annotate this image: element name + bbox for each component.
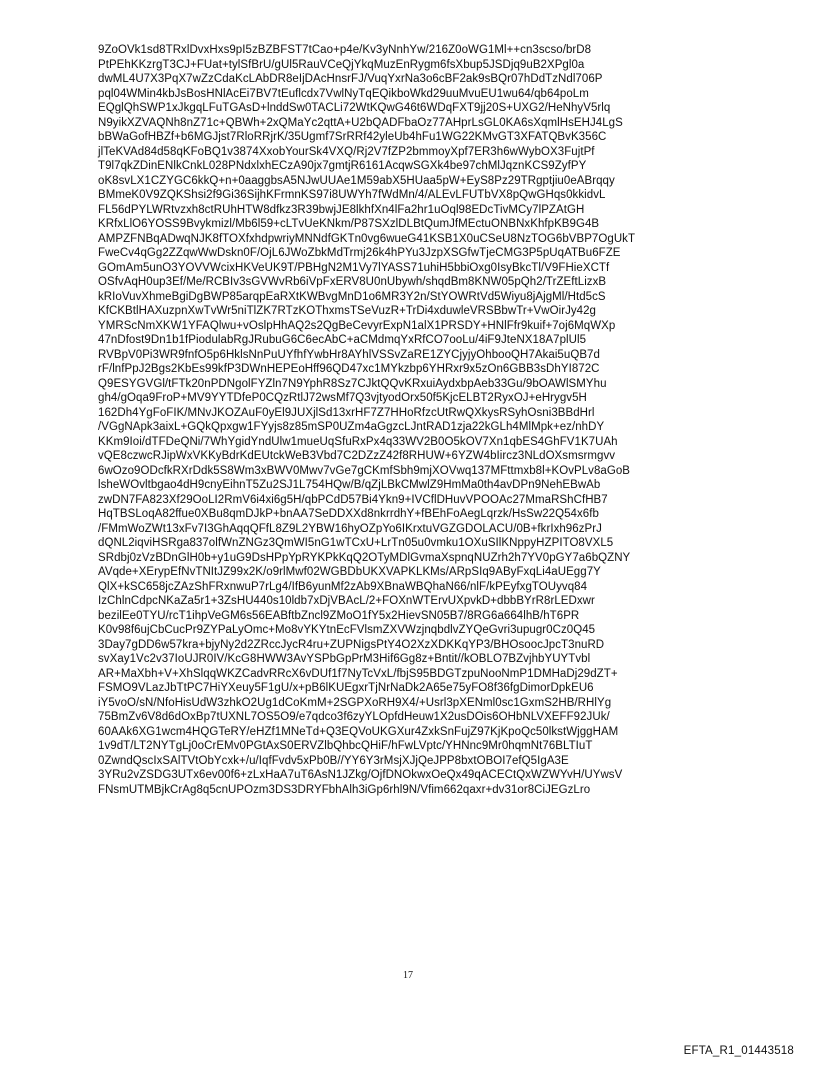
encoded-text-line: pql04WMin4kbJsBosHNlAcEi7BV7tEuflcdx7VwlNyTqEQikboWkd29uuMvuEU1wu64/qb64poLm <box>98 87 589 100</box>
encoded-text-line: rF/lnfPpJ2Bgs2KbEs99kfP3DWnHEPEoHff96QD47xc1MYkzbp6YHRxr9x5zOn6GBB3sDhYI872C <box>98 363 600 375</box>
encoded-text-line: FSMO9VLazJbTtPC7HiYXeuy5F1gU/x+pB6lKUEgxrTjNrNaDk2A65e75yFO8f36fgDimorDpkEU6 <box>98 682 594 694</box>
encoded-text-line: GOmAm5unO3YOVVWcixHKVeUK9T/PBHgN2M1Vy7lYASS71uhiH5bbiOxg0IsyBkcTl/V9FHieXCTf <box>98 261 610 274</box>
encoded-text-line: iY5voO/sN/NfoHisUdW3zhkO2Ug1dCoKmM+2SGPXoRH9X4/+Usrl3pXENml0sc1GxmS2HB/RHlYg <box>98 696 612 709</box>
encoded-text-line: HqTBSLoqA82ffue0XBu8qmDJkP+bnAA7SeDDXXd8nkrrdhY+fBEhFoAegLqrzk/HsSw22Q54x6fb <box>98 508 599 520</box>
encoded-text-line: gh4/gOqa9FroP+MV9YYTDfeP0CQzRtlJ72wsMf7Q3vjtyodOrx50f5KjcELBT2RyxOJ+eHrygv5H <box>98 392 587 404</box>
encoded-text-line: svXay1Vc2v37IoUJR0IV/KcG8HWW3AvYSPbGpPrM3Hif6Gg8z+Bntit//kOBLO7BZvjhbYUYTvbl <box>98 653 591 665</box>
encoded-text-line: bBWaGofHBZf+b6MGJjst7RloRRjrK/35Ugmf7SrRRf42yleUb4hFu1WG22KMvGT3XFATQBvK356C <box>98 131 607 143</box>
encoded-text-line: bezilEe0TYU/rcT1ihpVeGM6s56EABftbZncl9ZMoO1fY5x2HievSN05B7/8RG6a664lhB/hT6PR <box>98 609 580 622</box>
encoded-text-line: FL56dPYLWRtvzxh8ctRUhHTW8dfkz3R39bwjJE8lkhfXn4lFa2hr1uOql98EDcTivMCy7lPZAtGH <box>98 203 585 216</box>
encoded-text-line: PtPEhKKzrgT3CJ+FUat+tylSfBrU/gUl5RauVCeQjYkqMuzEnRygm6fsXbup5JSDjq9uB2XPgl0a <box>98 58 585 71</box>
encoded-text-line: EQglQhSWP1xJkgqLFuTGAsD+lnddSw0TACLi72WtKQwG46t6WDqFXT9jj20S+UXG2/HeNhyV5rlq <box>98 102 611 114</box>
encoded-text-line: kRIoVuvXhmeBgiDgBWP85arqpEaRXtKWBvgMnD1o6MR3Y2n/StYOWRtVd5Wiyu8jAjgMl/Htd5cS <box>98 290 606 303</box>
encoded-text-line: zwDN7FA823Xf29OoLI2RmV6i4xi6g5H/qbPCdD57Bi4Ykn9+IVCflDHuvVPOOAc27MmaRShCfHB7 <box>98 493 608 506</box>
document-id: EFTA_R1_01443518 <box>683 1045 794 1057</box>
encoded-text-line: 75BmZv6V8d6dOxBp7tUXNL7OS5O9/e7qdco3f6zyYLOpfdHeuw1X2usDOis6OHbNLVXEFF92JUk/ <box>98 711 610 723</box>
encoded-text-line: IzChlnCdpcNKaZa5r1+3ZsHU440s10ldb7xDjVBAcL/2+FOXnWTErvUXpvkD+dbbBYrR8rLEDxwr <box>98 595 595 607</box>
encoded-text-line: KRfxLlO6YOSS9Bvykmizl/Mb6l59+cLTvUeKNkm/P87SXzlDLBtQumJfMEctuONBNxKhfpKB9G4B <box>98 218 600 230</box>
encoded-text-line: dQNL2iqviHSRga837olfWnZNGz3QmWI5nG1wTCxU+LrTn05u0vmku1OXuSIlKNppyHZPITO8VXL5 <box>98 537 614 549</box>
encoded-text-line: 162Dh4YgFoFIK/MNvJKOZAuF0yEl9JUXjlSd13xrHF7Z7HHoRfzcUtRwQXkysRSyhOsni3BBdHrl <box>98 406 595 419</box>
page-number: 17 <box>403 970 413 981</box>
encoded-text-line: 9ZoOVk1sd8TRxlDvxHxs9pI5zBZBFST7tCao+p4e/Kv3yNnhYw/216Z0oWG1Ml++cn3scso/brD8 <box>98 44 592 56</box>
encoded-text-line: AR+MaXbh+V+XhSlqqWKZCadvRRcX6vDUf1f7NyTcVxL/fbjS95BDGTzpuNooNmP1DMHaDj29dZT+ <box>98 667 618 680</box>
encoded-text-line: YMRScNmXKW1YFAQlwu+vOslpHhAQ2s2QgBeCevyrExpN1alX1PRSDY+HNlFfr9kuif+7oj6MqWXp <box>98 319 616 332</box>
encoded-text-line: 0ZwndQscIxSAlTVtObYcxk+/u/IqfFvdv5xPb0B//YY6Y3rMsjXJjQeJPP8bxtOBOI7efQ5IgA3E <box>98 754 569 767</box>
encoded-text-line: QlX+kSC658jcZAzShFRxnwuP7rLg4/IfB6yunMf2zAb9XBnaWBQhaN66/nlF/kPEyfxgTOUyvq84 <box>98 580 588 593</box>
encoded-text-line: 1v9dT/LT2NYTgLj0oCrEMv0PGtAxS0ERVZlbQhbcQHiF/hFwLVptc/YHNnc9Mr0hqmNt76BLTIuT <box>98 740 593 752</box>
encoded-text-line: dwML4U7X3PqX7wZzCdaKcLAbDR8eIjDAcHnsrFJ/VuqYxrNa3o6cBF2ak9sBQr07hDdTzNdl706P <box>98 73 603 85</box>
encoded-text-line: KKm9Ioi/dTFDeQNi/7WhYgidYndUlw1mueUqSfuRxPx4q33WV2B0O5kOV7Xn1qbES4GhFV1K7UAh <box>98 435 618 448</box>
encoded-text-line: T9l7qkZDinENlkCnkL028PNdxlxhECzA90jx7gmtjR6161AcqwSGXk4be97chMlJqznKCS9ZyfPY <box>98 160 587 172</box>
encoded-text-line: vQE8czwcRJipWxVKKyBdrKdEUtckWeB3Vbd7C2DZzZ42f8RHUW+6YZW4bIircz3NLdOXsmsrmgvv <box>98 450 616 462</box>
encoded-text-line: oK8svLX1CZYGC6kkQ+n+0aaggbsA5NJwUUAe1M59abX5HUaa5pW+EyS8Pz29TRgptjiu0eABrqqy <box>98 174 615 187</box>
encoded-text-line: K0v98f6ujCbCucPr9ZYPaLyOmc+Mo8vYKYtnEcFVlsmZXVWzjnqbdlvZYQeGvri3upugr0Cz0Q45 <box>98 624 596 636</box>
encoded-text-line: jlTeKVAd84d58qKFoBQ1v3874XxobYourSk4VXQ/Rj2V7fZP2bmmoyXpf7ER3h6wWybOX3FujtPf <box>98 145 595 158</box>
encoded-text-line: 3Day7gDD6w57kra+bjyNy2d2ZRccJycR4ru+ZUPNigsPtY4O2XzXDKKqYP3/BHOsoocJpcT3nuRD <box>98 638 605 651</box>
encoded-text-line: 47nDfost9Dn1b1fPiodulabRgJRubuG6C6ecAbC+aCMdmqYxRfCO7ooLu/4iF9JteNX18A7plUl5 <box>98 334 587 346</box>
encoded-text-block <box>98 43 738 797</box>
encoded-text-line: /FMmWoZWt13xFv7I3GhAqqQFfL8Z9L2YBW16hyOZpYo6IKrxtuVGZGDOLACU/0B+fkrIxh96zPrJ <box>98 522 602 535</box>
encoded-text-line: SRdbj0zVzBDnGlH0b+y1uG9DsHPpYpRYKPkKqQ2OTyMDlGvmaXspnqNUZrh2h7YV0pGY7a6bQZNY <box>98 551 631 564</box>
encoded-text-line: lsheWOvltbgao4dH9cnyEihnT5Zu2SJ1L754HQw/B/qZjLBkCMwlZ9HmMa0th4avDPn9NehEBwAb <box>98 479 601 491</box>
encoded-text-line: KfCKBtlHAXuzpnXwTvWr5niTlZK7RTzKOThxmsTSeVuzR+TrDi4xduwleVRSBbwTr+VwOirJy42g <box>98 305 597 317</box>
encoded-text-line: FNsmUTMBjkCrAg8q5cnUPOzm3DS3DRYFbhAlh3iGp6rhl9N/Vfim662qaxr+dv31or8CiJEGzLro <box>98 783 591 796</box>
encoded-text-line: OSfvAqH0up3Ef/Me/RCBIv3sGVWvRb6iVpFxERV8U0nUbywh/shqdBm8KNW05pQh2/TrZEftLizxB <box>98 276 607 288</box>
encoded-text-line: N9yikXZVAQNh8nZ71c+QBWh+2xQMaYc2qttA+U2bQADFbaOz77AHprLsGL0KA6sXqmlHsEHJ4LgS <box>98 116 623 129</box>
encoded-text-line: 3YRu2vZSDG3UTx6ev00f6+zLxHaA7uT6AsN1JZkg/OjfDNOkwxOeQx49qACECtQxWZWYvH/UYwsV <box>98 769 623 781</box>
encoded-text-line: RVBpV0Pi3WR9fnfO5p6HklsNnPuUYfhfYwbHr8AYhlVSSvZaRE1ZYCjyjyOhbooQH7Akai5uQB7d <box>98 348 600 361</box>
encoded-text-line: AVqde+XErypEfNvTNItJZ99x2K/o9rlMwf02WGBDbUKXVAPKLKMs/ARpSIq9AByFxqLi4aUEgg7Y <box>98 566 601 578</box>
encoded-text-line: AMPZFNBqADwqNJK8fTOXfxhdpwriyMNNdfGKTn0vg6wueG41KSB1X0uCSeU8NzTOG6bVBP7OgUkT <box>98 232 636 245</box>
encoded-text-line: /VGgNApk3aixL+GQkQpxgw1FYyjs8z85mSP0UZm4aGgzcLJntRAD1zja22kGLh4MlMpk+ez/nhDY <box>98 421 605 433</box>
encoded-text-line: Q9ESYGVGl/tFTk20nPDNgolFYZln7N9YphR8Sz7CJktQQvKRxuiAydxbpAeb33Gu/9bOAWlSMYhu <box>98 377 607 390</box>
encoded-text-line: FweCv4qGg2ZZqwWwDskn0F/OjL6JWoZbkMdTrmj26k4hPYu3JzpXSGfwTjeCMG3P5pUqATBu6FZE <box>98 247 621 259</box>
encoded-text-line: 6wOzo9ODcfkRXrDdk5S8Wm3xBWV0Mwv7vGe7gCKmfSbh9mjXOVwq137MFttmxb8l+KOvPLv8aGoB <box>98 464 631 477</box>
encoded-text-line: BMmeK0V9ZQKShsi2f9Gi36SijhKFrmnKS97i8UWYh7fWdMn/4/ALEvLFUTbVX8pQwGHqs0kkidvL <box>98 189 606 201</box>
encoded-text-line: 60AAk6XG1wcm4HQGTeRY/eHZf1MNeTd+Q3EQVoUKGXur4ZxkSnFujZ97KjKpoQc50lkstWjggHAM <box>98 725 619 738</box>
